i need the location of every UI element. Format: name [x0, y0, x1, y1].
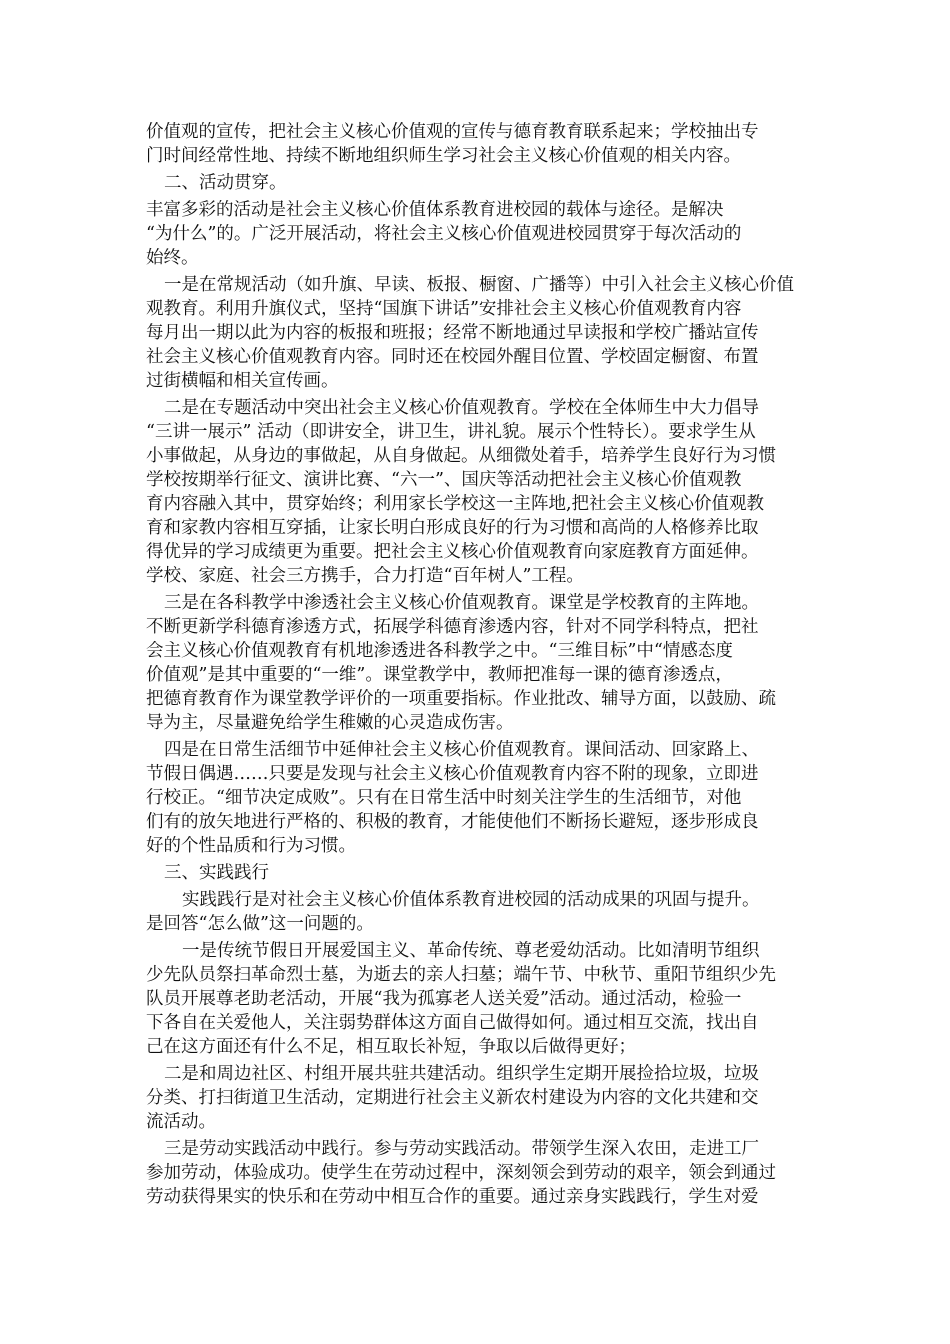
text-line: 学校按期举行征文、演讲比赛、“六一”、国庆等活动把社会主义核心价值观教 [146, 470, 742, 490]
text-line: 小事做起，从身边的事做起，从自身做起。从细微处着手，培养学生良好行为习惯 [146, 446, 776, 466]
paragraph [146, 888, 826, 936]
paragraph [146, 939, 826, 1059]
paragraph [146, 738, 826, 858]
text-line: 始终。 [146, 248, 199, 268]
text-line: 三、实践践行 [164, 863, 269, 883]
text-line: 不断更新学科德育渗透方式，拓展学科德育渗透内容，针对不同学科特点，把社 [146, 617, 759, 637]
text-line: 队员开展尊老助老活动，开展“我为孤寡老人送关爱”活动。通过活动，检验一 [146, 989, 742, 1009]
text-line: 导为主，尽量避免给学生稚嫩的心灵造成伤害。 [146, 713, 514, 733]
text-line: 门时间经常性地、持续不断地组织师生学习社会主义核心价值观的相关内容。 [146, 146, 741, 166]
text-line: 每月出一期以此为内容的板报和班报；经常不断地通过早读报和学校广播站宣传 [146, 323, 759, 343]
document-page [146, 120, 826, 1212]
text-line: 二、活动贯穿。 [164, 173, 287, 193]
text-line: 参加劳动，体验成功。使学生在劳动过程中，深刻领会到劳动的艰辛，领会到通过 [146, 1163, 776, 1183]
text-line: 一是传统节假日开展爱国主义、革命传统、尊老爱幼活动。比如清明节组织 [182, 941, 760, 961]
paragraph [146, 1062, 826, 1134]
text-line: 三是劳动实践活动中践行。参与劳动实践活动。带领学生深入农田，走进工厂 [164, 1139, 759, 1159]
text-line: 把德育教育作为课堂教学评价的一项重要指标。作业批改、辅导方面，以鼓励、疏 [146, 689, 776, 709]
text-line: 二是和周边社区、村组开展共驻共建活动。组织学生定期开展捡拾垃圾，垃圾 [164, 1064, 759, 1084]
text-line: “三讲一展示” 活动（即讲安全，讲卫生，讲礼貌。展示个性特长）。要求学生从 [146, 422, 756, 442]
text-line: 学校、家庭、社会三方携手，合力打造“百年树人”工程。 [146, 566, 584, 586]
paragraph [146, 1137, 826, 1209]
text-line: 二是在专题活动中突出社会主义核心价值观教育。学校在全体师生中大力倡导 [164, 398, 759, 418]
paragraph [146, 861, 826, 885]
text-line: 好的个性品质和行为习惯。 [146, 836, 356, 856]
text-line: 社会主义核心价值观教育内容。同时还在校园外醒目位置、学校固定橱窗、布置 [146, 347, 759, 367]
text-line: 少先队员祭扫革命烈士墓，为逝去的亲人扫墓；端午节、中秋节、重阳节组织少先 [146, 965, 776, 985]
text-line: 行校正。“细节决定成败”。只有在日常生活中时刻关注学生的生活细节，对他 [146, 788, 742, 808]
paragraph [146, 591, 826, 735]
text-line: “为什么”的。广泛开展活动，将社会主义核心价值观进校园贯穿于每次活动的 [146, 224, 742, 244]
text-line: 劳动获得果实的快乐和在劳动中相互合作的重要。通过亲身实践践行，学生对爱 [146, 1187, 759, 1207]
text-line: 实践践行是对社会主义核心价值体系教育进校园的活动成果的巩固与提升。 [182, 890, 760, 910]
text-line: 价值观”是其中重要的“一维”。课堂教学中，教师把准每一课的德育渗透点， [146, 665, 733, 685]
text-line: 育内容融入其中，贯穿始终；利用家长学校这一主阵地,把社会主义核心价值观教 [146, 494, 765, 514]
text-line: 三是在各科教学中渗透社会主义核心价值观教育。课堂是学校教育的主阵地。 [164, 593, 759, 613]
text-line: 得优异的学习成绩更为重要。把社会主义核心价值观教育向家庭教育方面延伸。 [146, 542, 759, 562]
text-line: 分类、打扫街道卫生活动，定期进行社会主义新农村建设为内容的文化共建和交 [146, 1088, 759, 1108]
text-line: 一是在常规活动（如升旗、早读、板报、橱窗、广播等）中引入社会主义核心价值 [164, 275, 794, 295]
text-line: 节假日偶遇……只要是发现与社会主义核心价值观教育内容不附的现象，立即进 [146, 764, 759, 784]
paragraph [146, 273, 826, 393]
text-line: 观教育。利用升旗仪式，坚持“国旗下讲话”安排社会主义核心价值观教育内容 [146, 299, 742, 319]
text-line: 会主义核心价值观教育有机地渗透进各科教学之中。“三维目标”中“情感态度 [146, 641, 733, 661]
text-line: 育和家教内容相互穿插，让家长明白形成良好的行为习惯和高尚的人格修养比取 [146, 518, 759, 538]
text-line: 是回答“怎么做”这一问题的。 [146, 914, 374, 934]
paragraph [146, 198, 826, 270]
text-line: 们有的放矢地进行严格的、积极的教育，才能使他们不断扬长避短，逐步形成良 [146, 812, 759, 832]
text-line: 流活动。 [146, 1112, 216, 1132]
paragraph [146, 120, 826, 168]
text-line: 价值观的宣传，把社会主义核心价值观的宣传与德育教育联系起来；学校抽出专 [146, 122, 759, 142]
text-line: 过街横幅和相关宣传画。 [146, 371, 339, 391]
paragraph [146, 171, 826, 195]
text-line: 己在这方面还有什么不足，相互取长补短，争取以后做得更好； [146, 1037, 636, 1057]
text-line: 丰富多彩的活动是社会主义核心价值体系教育进校园的载体与途径。是解决 [146, 200, 724, 220]
text-line: 四是在日常生活细节中延伸社会主义核心价值观教育。课间活动、回家路上、 [164, 740, 759, 760]
text-line: 下各自在关爱他人，关注弱势群体这方面自己做得如何。通过相互交流，找出自 [146, 1013, 759, 1033]
paragraph [146, 396, 826, 588]
